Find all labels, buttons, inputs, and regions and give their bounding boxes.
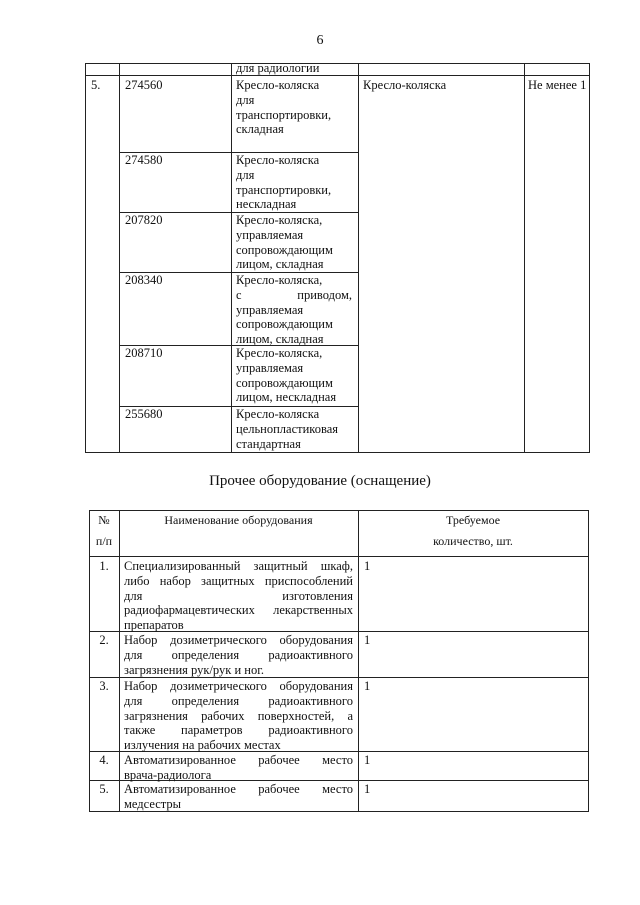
header-quantity: Требуемое количество, шт. xyxy=(433,513,513,548)
item-description: Кресло-коляска, управляемая сопровождающим лицом, складная xyxy=(236,213,333,272)
table-row-quantity: 1 xyxy=(364,753,371,767)
item-description: Кресло-коляска цельнопластиковая стандартная xyxy=(236,407,339,451)
page-number: 6 xyxy=(316,33,324,48)
table-row-quantity: 1 xyxy=(364,633,371,647)
table-row-quantity: 1 xyxy=(364,679,371,693)
header-number: № п/п xyxy=(95,513,113,548)
item-code: 207820 xyxy=(125,213,163,227)
table-row-name: Автоматизированное рабочее место врача-радиолога xyxy=(124,753,353,782)
table-row-number: 2. xyxy=(99,633,109,647)
table-row-quantity: 1 xyxy=(364,782,371,796)
item-code: 274560 xyxy=(125,78,163,92)
equipment-name: Кресло-коляска xyxy=(363,78,447,92)
header-name: Наименование оборудования xyxy=(164,513,313,527)
table-row-number: 3. xyxy=(99,679,109,693)
row-number: 5. xyxy=(91,78,101,92)
table-row-number: 5. xyxy=(99,782,109,796)
table-row-name: Специализированный защитный шкаф, либо набор защитных приспособлений для изготовления радиофармацевтических лекарственных препаратов xyxy=(124,559,353,633)
item-description: Кресло-коляска, управляемая сопровождающим лицом, нескладная xyxy=(236,346,337,405)
table-row-number: 1. xyxy=(99,559,109,573)
item-code: 255680 xyxy=(125,407,163,421)
item-code: 274580 xyxy=(125,153,163,167)
table-row-number: 4. xyxy=(99,753,109,767)
item-description: Кресло-коляска, с приводом, управляемая сопровождающим лицом, складная xyxy=(236,273,352,347)
equipment-quantity: Не менее 1 xyxy=(528,78,587,92)
item-description: Кресло-коляска для транспортировки, нескладная xyxy=(236,153,332,212)
item-code: 208710 xyxy=(125,346,163,360)
item-description: Кресло-коляска для транспортировки, складная xyxy=(236,78,332,137)
table-row-quantity: 1 xyxy=(364,559,371,573)
table-row-name: Автоматизированное рабочее место медсестры xyxy=(124,782,353,811)
item-code: 208340 xyxy=(125,273,163,287)
continued-fragment: для радиологии xyxy=(236,61,320,75)
table-row-name: Набор дозиметрического оборудования для определения радиоактивного загрязнения рабочих поверхностей, а также параметров радиоактивного излучения на рабочих местах xyxy=(124,679,353,753)
section-title: Прочее оборудование (оснащение) xyxy=(209,473,431,489)
table-row-name: Набор дозиметрического оборудования для определения радиоактивного загрязнения рук/рук и ног. xyxy=(124,633,353,677)
